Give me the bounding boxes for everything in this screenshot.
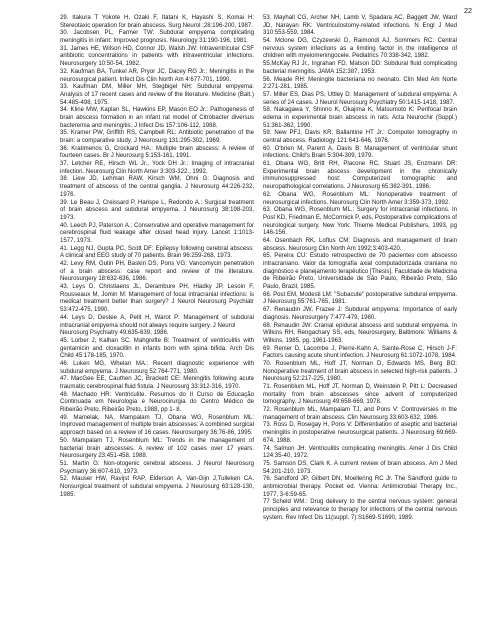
reference-entry: 64. Osenbach RK, Loftus CM: Diagnosis and management of brain abscess. Neurosurg Clin North Am 1992;3:403-420. [263,237,457,252]
reference-entry: 56. Meade RH: Meningite bacteriana no neonato. Clin Med Am Norte 2:271-281, 1985. [263,76,457,91]
reference-entry: 55.McKay RJ Jr., Ingrahan FD, Matson DD: Subdural fluid complicating bacterial meningitis. JAMA 152:387, 1953. [263,61,457,75]
reference-entry: 51. Martin G: Non-otogenic cerebral abscess. J Neurol Neurosurg Psychiatry 36:607-610, 1973. [60,460,254,475]
reference-entry: 75. Samson DS, Clark K. A current review of brain abscess. Am J Med 54:201-210, 1973. [263,460,457,475]
reference-entry: 34. Kline MW, Kaplan SL, Hawkins EP, Mason EO Jr.: Pathogenesis of brain abscess formation in an infant rat model of Citrobacter diversus bacteremia and meningitis. J Infect Dis 157:106-112, 1988. [60,107,254,129]
page-number: 22 [464,6,472,15]
reference-entry: 60. O'brien M, Parent A, Davis B: Management of ventricular shunt infections. Child's Brain 5:304-309, 1979. [263,145,457,160]
reference-entry: 73. Ross D, Rosegay H, Pons V: Differentiation of aseptic and bacterial meningitis in postoperative neurosurgical patients. J Neurosurg 69:669-674, 1988. [263,422,457,444]
reference-entry: 35. Kramer PW, Griffith RS, Campbell RL: Antibiotic penetration of the brain: a comparative study. J Neurosurg 131:295-302, 1969. [60,130,254,144]
reference-entry: 42. Levy RM, Gutin PH, Baskin DS, Pons VG: Vancomycin penetration of a brain abscess: case report and review of the literature. Neurosurgery 18:632-636, 1986. [60,261,254,283]
reference-entry: 40. Leech PJ, Paterson A.: Conservative and operative management for cerebrospinal fluid leakage after closed head injury. Lancet 1:1013-1577, 1973. [60,222,254,244]
reference-entry: 67. Renaudin JW, Frazee J: Subdural empyema: Importance of early diagnosis. Neurosurgery 7:477-479, 1980. [263,307,457,321]
reference-entry: 58. Nakagawa Y, Shinno K, Okajima K, Matsumoto K: Perifocal brain edema in experimental brain abscess in rats. Acta Neurochir (Suppl.) 51:361-362, 1990. [263,107,457,129]
reference-entry: 59. New PFJ, Davis KR, Ballantine HT Jr.: Computer tomography in central abscess. Radiology 121:641-646, 1976. [263,130,457,144]
reference-columns [60,15,457,522]
reference-entry: 31. James HE, Wilson HD, Connor JD, Walsh JW: Intraventricular CSF antibiotic concentrations in patients with intraventricular infections. Neurosurgery 10:50-54, 1982. [60,45,254,68]
reference-entry: 65. Pereira CU: Estudo retrospectivo de 70 pacientes com abscesso intracraniano. Valor da tomografia axial computadorizada craniana no diagnóstico e planejamento terapêutico [Thesis]. Faculdade de Medicina de Ribeirão Preto, Universidade de São Paulo, Ribeirão Preto, São Paulo, Brazil, 1985. [263,253,457,291]
reference-column-left [60,15,254,522]
reference-entry: 43. Leys D, Christiaens JL, Derambure PH, Hladky JP, Lesoin F, Rousseaux M, Jomin M: Management of focal intracranial infections: is medical treatment better than surgery? J Neurol Neurosurg Psychiatr 53:472-475, 1990. [60,284,254,314]
reference-entry: 52. Mauser HW, Ravijst RAP, Elderson A, Van-Gijn J,Tulleken CA. Nonsurgical treatment of subdural empyema. J Neurosurg 63:128-130, 1985. [60,476,254,498]
reference-entry: 69. Renier D, Lacombe J, Pierre-Kahn A, Sainte-Rose C, Hirsch J-F: Factors causing acute shunt infection. J Neurosurg 61:1072-1078, 1984. [263,345,457,360]
reference-entry: 76. Sandford JP, Gilbert DN, Moellering RC Jr. The Sandford guide to antimicrobial therapy. Pocket ed. Vienna: Antimicrobial Therapy Inc., 1977, 3-6:59-65. [263,476,457,498]
reference-entry: 72. Rosenblum ML, Mampalam TJ, and Pons V: Controversies in the management of brain abscess. Clin Neurosurg 33:603-632, 1986. [263,407,457,421]
reference-entry: 46. Luken MG, Whelan MA.: Recent diagnostic experience with subdural empyema. J Neurosurg 52:764-771, 1980. [60,360,254,375]
reference-entry: 50. Mampalam TJ, Rosenblum ML: Trends in the management of bacterial brain abscesses. A review of 102 cases over 17 years. Neurosurgery 23:451-458, 1988. [60,437,254,460]
reference-entry: 62. Obana WG, Rosenblum ML: Nonoperative treatment of neurosurgical infections. Neurosurg Clin North Amer 3:359-373, 1992. [263,191,457,206]
reference-entry: 49. Mamelak, NA, Mampalam TJ, Obana WG, Rosenblum ML: Improved management of multiple brain abscesses: A combined surgical approach based on a review of 16 cases. Neurosurgery 36:76-86, 1995. [60,414,254,437]
reference-entry: 57. Miller ES, Dias PS, Uttley D: Management of subdural empyema: A series of 24 cases. J Neurol Neurosurg Psychiatry 50:1415-1418, 1987. [263,91,457,106]
reference-entry: 38. Liew JD, Lehman RAW, Kirsch WM, Ohni G: Diagnosis and treatment of abscess of the central ganglia. J Neurosurg 44:226-232, 1976. [60,176,254,198]
reference-entry: 48. Machado HR: Ventriculite. Resumos do II Curso de Educação Continuada em Neurologia e Neurocirurgia do Centro Médico de Ribeirão Preto. Ribeirão Preto, 1988, pp 1- 8. [60,391,254,414]
reference-entry: 54. Mclone DG, Czyzewski D, Raimondi AJ, Sommers RC: Central nervous system infections as a limiting factor in the intelligence of children with myelomeningocele. Pediatrics 70:338-342, 1982. [263,38,457,60]
reference-entry: 74. Salmon JH: Ventriculitis complicating meningitis. Amer J Dis Child 124:35-40, 1972. [263,445,457,460]
reference-entry: 44. Leys D, Destee A, Petit H, Warot P: Management of subdural intracranial empyema should not always require surgery. J Neurol [60,314,254,329]
reference-entry: 41. Legg NJ, Gupta PC, Scott DF: Epilepsy following cerebral abscess: A clinical and EEG study of 70 patients. Brain 96:259-268, 1973. [60,245,254,260]
reference-entry: 63. Obana WG, Rosenblum ML.: Surgery for intracranial infections. In Post KD, Friedman E, McCormick P, eds, Postoperative complications of neurological surgery. New York: Thieme Medical Publishers, 1993, pg 146-156. [263,207,457,237]
reference-entry: Neurosurg Psychiatry 49:635-639, 1986. [60,330,169,337]
reference-entry: 39. Le Beau J, Creissard P, Harispe L, Redondo A.: Surgical treatment of brain abscess and subdural empyema. J Neurosurg 38:198-203, 1973. [60,199,254,221]
reference-entry: 32. Kaufman BA, Tunkel AR, Pryor JC, Dacey RG Jr.: Meningitis in the neurosurgical patient. Infect Dis Clin North Am 4:677-701, 1990. [60,68,254,83]
reference-entry: 71. Rosenblum ML, Hoff JT, Norman D, Weinstein P, Pitt L: Decreased mortality from brain abscesses since advent of computerized tomography. J Neurosurg 49:658-669, 1978. [263,384,457,406]
reference-entry: 33. Kaufman DM, Miller MH, Stegbigel NH: Subdural empyema: Analysis of 17 recent cases and review of the literature. Medicine (Balt.) 54:485-498, 1975. [60,84,254,106]
reference-entry: 45. Lorber J, Kalhan SC, Mahgrefte B: Treatment of ventriculitis with gentamicin and cloxacillin in infants born with spina bifida. Arch Dis Child 45:178-185, 1970. [60,337,254,360]
reference-entry: 47. MacGee EE, Cauthen JC, Brackett CE: Meningitis following acute traumatic cerebrospinal fluid fistula. J Neurosurg 33:312-316, 1970. [60,376,254,390]
reference-entry: 37. Letcher RE, Hirsch WL Jr., Yock DH Jr.: Imaging of intracranial infection. Neurosurg Clin North Amer 3:303-322., 1992. [60,161,254,175]
reference-entry: 53. Mayhall CG, Archer NH, Lamb V, Spadara AC, Baggett JW, Ward JD, Narayan RK: Ventriculostomy-related infections. N Engl J Med 310:553-559, 1984. [263,15,457,37]
reference-entry: 30. Jacobsen PL, Farmer TW: Subdural empyema complicating meningitis in infant: Improved prognosis. Neurology 31:190-196, 1981. [60,30,254,45]
reference-entry: 29. Itakura T Yokote H, Ozaki F, Itatani K, Hayashi S, Komai H: Stereotaxic operation for brain abscess. Surg Neurol ;28:196-200, 1987. [60,15,254,29]
reference-entry: 36. Kratimenos G, Crockard HA.: Multiple brain abscess: A review of fourteen cases. Br J Neurosurg 5:153-161, 1991. [60,145,254,160]
reference-entry: 66. Post EM, Modesti LM: "Subacute" postoperative subdural empyema. J Neurosurg 55:761-765, 1981. [263,291,457,306]
reference-entry: 68. Renaudin JW: Cranial epidural abscess and subdural empyema. In Wilkins RH, Rengachary SS, eds, Neurosurgery, Baltimore: Williams & Wilkins, 1985, pg. 1961-1963. [263,322,457,344]
reference-entry: 61. Obana WG, Britt RH, Placone RC, Stuart JS, Enzmann DR: Experimental brain abscess development in the chronically immunosuppressed host: Computerized tomographic and neuropathological correlations. J Neurosurg 65:382-391, 1986. [263,161,457,191]
reference-entry: 77 Scheld WM.: Drug delivery to the central nervous system: general principles and relevance to therapy for infections of the central nervous system. Rev Infect Dis 11(suppl. 7):S1669-S1690, 1989. [263,499,457,521]
reference-column-right [263,15,457,522]
reference-entry: 70. Rosenblum ML, Hoff JT, Norman D, Edwards MS, Berg BO: Nonoperative treatment of brain abscess in selected high-risk patients. J Neurosurg 52:217-225, 1980. [263,360,457,383]
